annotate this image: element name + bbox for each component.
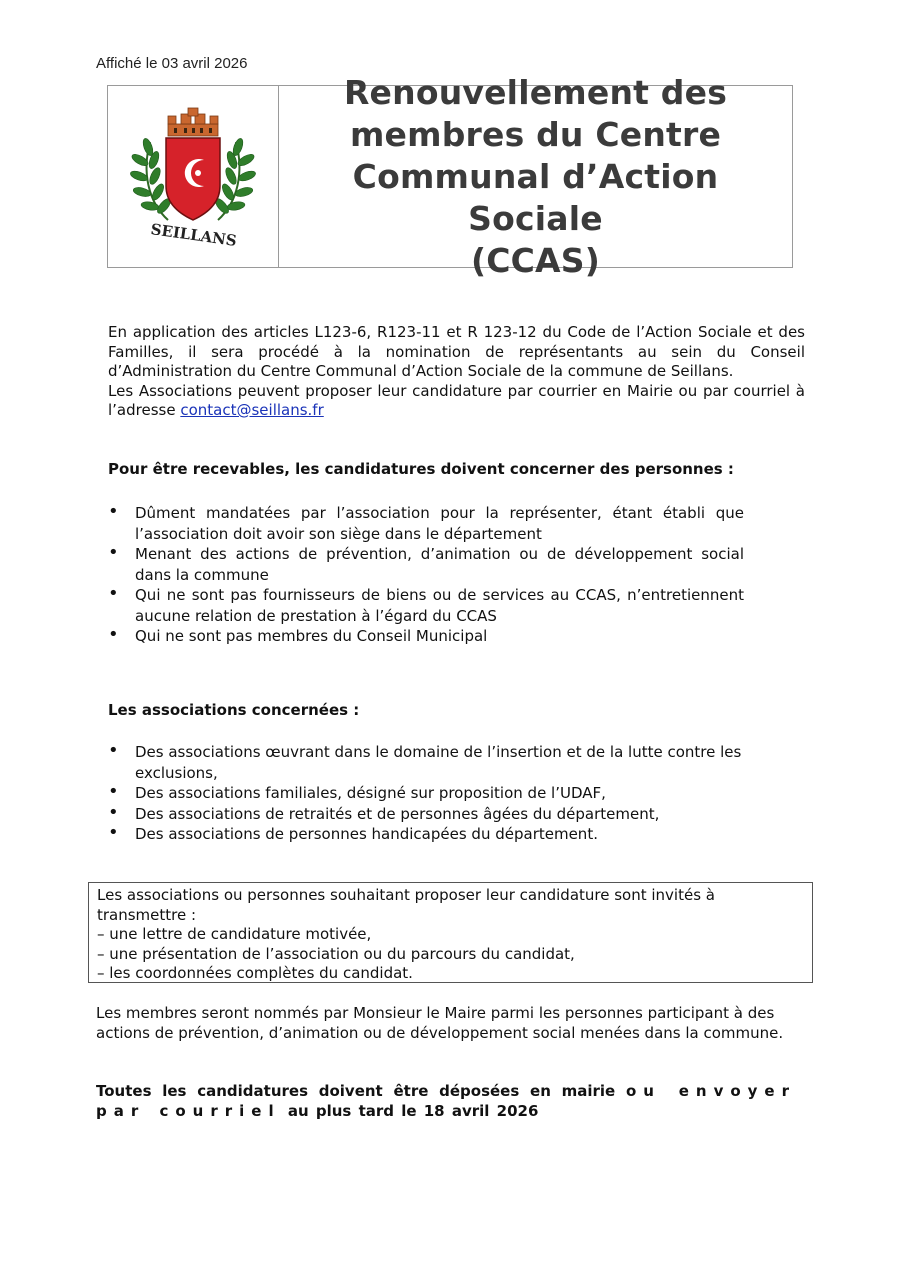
intro-text <box>108 323 805 421</box>
list-item: • Qui ne sont pas fournisseurs de biens ou de services au CCAS, n’entretiennent aucune relation de prestation à l’égard du CCAS <box>108 585 744 626</box>
intro-paragraph-1: En application des articles L123-6, R123-11 et R 123-12 du Code de l’Action Sociale et des Familles, il sera procédé à la nomination de représentants au sein du Conseil d’Administration du Centre Communal d’Action Sociale de la commune de Seillans. <box>108 323 805 380</box>
documents-line: – une présentation de l’association ou du parcours du candidat, <box>97 944 575 963</box>
intro-paragraph-2 <box>108 382 805 421</box>
list-item: • Des associations familiales, désigné sur proposition de l’UDAF, <box>108 783 758 804</box>
documents-line: – les coordonnées complètes du candidat. <box>97 964 413 982</box>
list-item: • Menant des actions de prévention, d’animation ou de développement social dans la commune <box>108 544 744 585</box>
documents-box <box>88 882 813 983</box>
documents-intro: Les associations ou personnes souhaitant proposer leur candidature sont invités à transmettre : <box>97 886 715 924</box>
title-line: Renouvellement des <box>343 72 728 112</box>
list-item: • Dûment mandatées par l’association pour la représenter, étant établi que l’association doit avoir son siège dans le département <box>108 503 744 544</box>
list-item: • Des associations de retraités et de personnes âgées du département, <box>108 804 758 825</box>
title-line: Communal d’Action Sociale <box>352 156 719 238</box>
header-box <box>107 72 793 280</box>
title-cell <box>279 72 792 280</box>
eligibility-list <box>108 503 744 647</box>
logo-motto: SEILLANS <box>149 219 238 250</box>
deadline-spaced: ou envoyer par courriel <box>96 1082 796 1120</box>
logo-cell <box>108 86 279 267</box>
title-line: membres du Centre <box>349 114 722 154</box>
associations-heading: Les associations concernées : <box>108 701 360 719</box>
deadline-notice <box>96 1081 796 1121</box>
seillans-coat-of-arms-icon <box>128 102 258 252</box>
posted-date: Affiché le 03 avril 2026 <box>96 55 248 72</box>
list-item: • Qui ne sont pas membres du Conseil Municipal <box>108 626 744 647</box>
title-line: (CCAS) <box>470 240 601 280</box>
list-item: • Des associations de personnes handicapées du département. <box>108 824 758 845</box>
list-item: • Des associations œuvrant dans le domaine de l’insertion et de la lutte contre les exclusions, <box>108 742 758 783</box>
associations-list <box>108 742 758 845</box>
page-title <box>297 72 774 282</box>
documents-line: – une lettre de candidature motivée, <box>97 925 372 943</box>
deadline-part-1: Toutes les candidatures doivent être déposées en mairie <box>96 1082 626 1100</box>
email-link[interactable]: contact@seillans.fr <box>180 401 324 419</box>
closing-paragraph: Les membres seront nommés par Monsieur le Maire parmi les personnes participant à des actions de prévention, d’animation ou de développement social menées dans la commune. <box>96 1004 784 1042</box>
eligibility-heading: Pour être recevables, les candidatures doivent concerner des personnes : <box>108 460 734 478</box>
deadline-part-2: au plus tard le 18 avril 2026 <box>280 1102 539 1120</box>
intro-paragraph-2-text: Les Associations peuvent proposer leur candidature par courrier en Mairie ou par courriel à l’adresse <box>108 381 805 419</box>
